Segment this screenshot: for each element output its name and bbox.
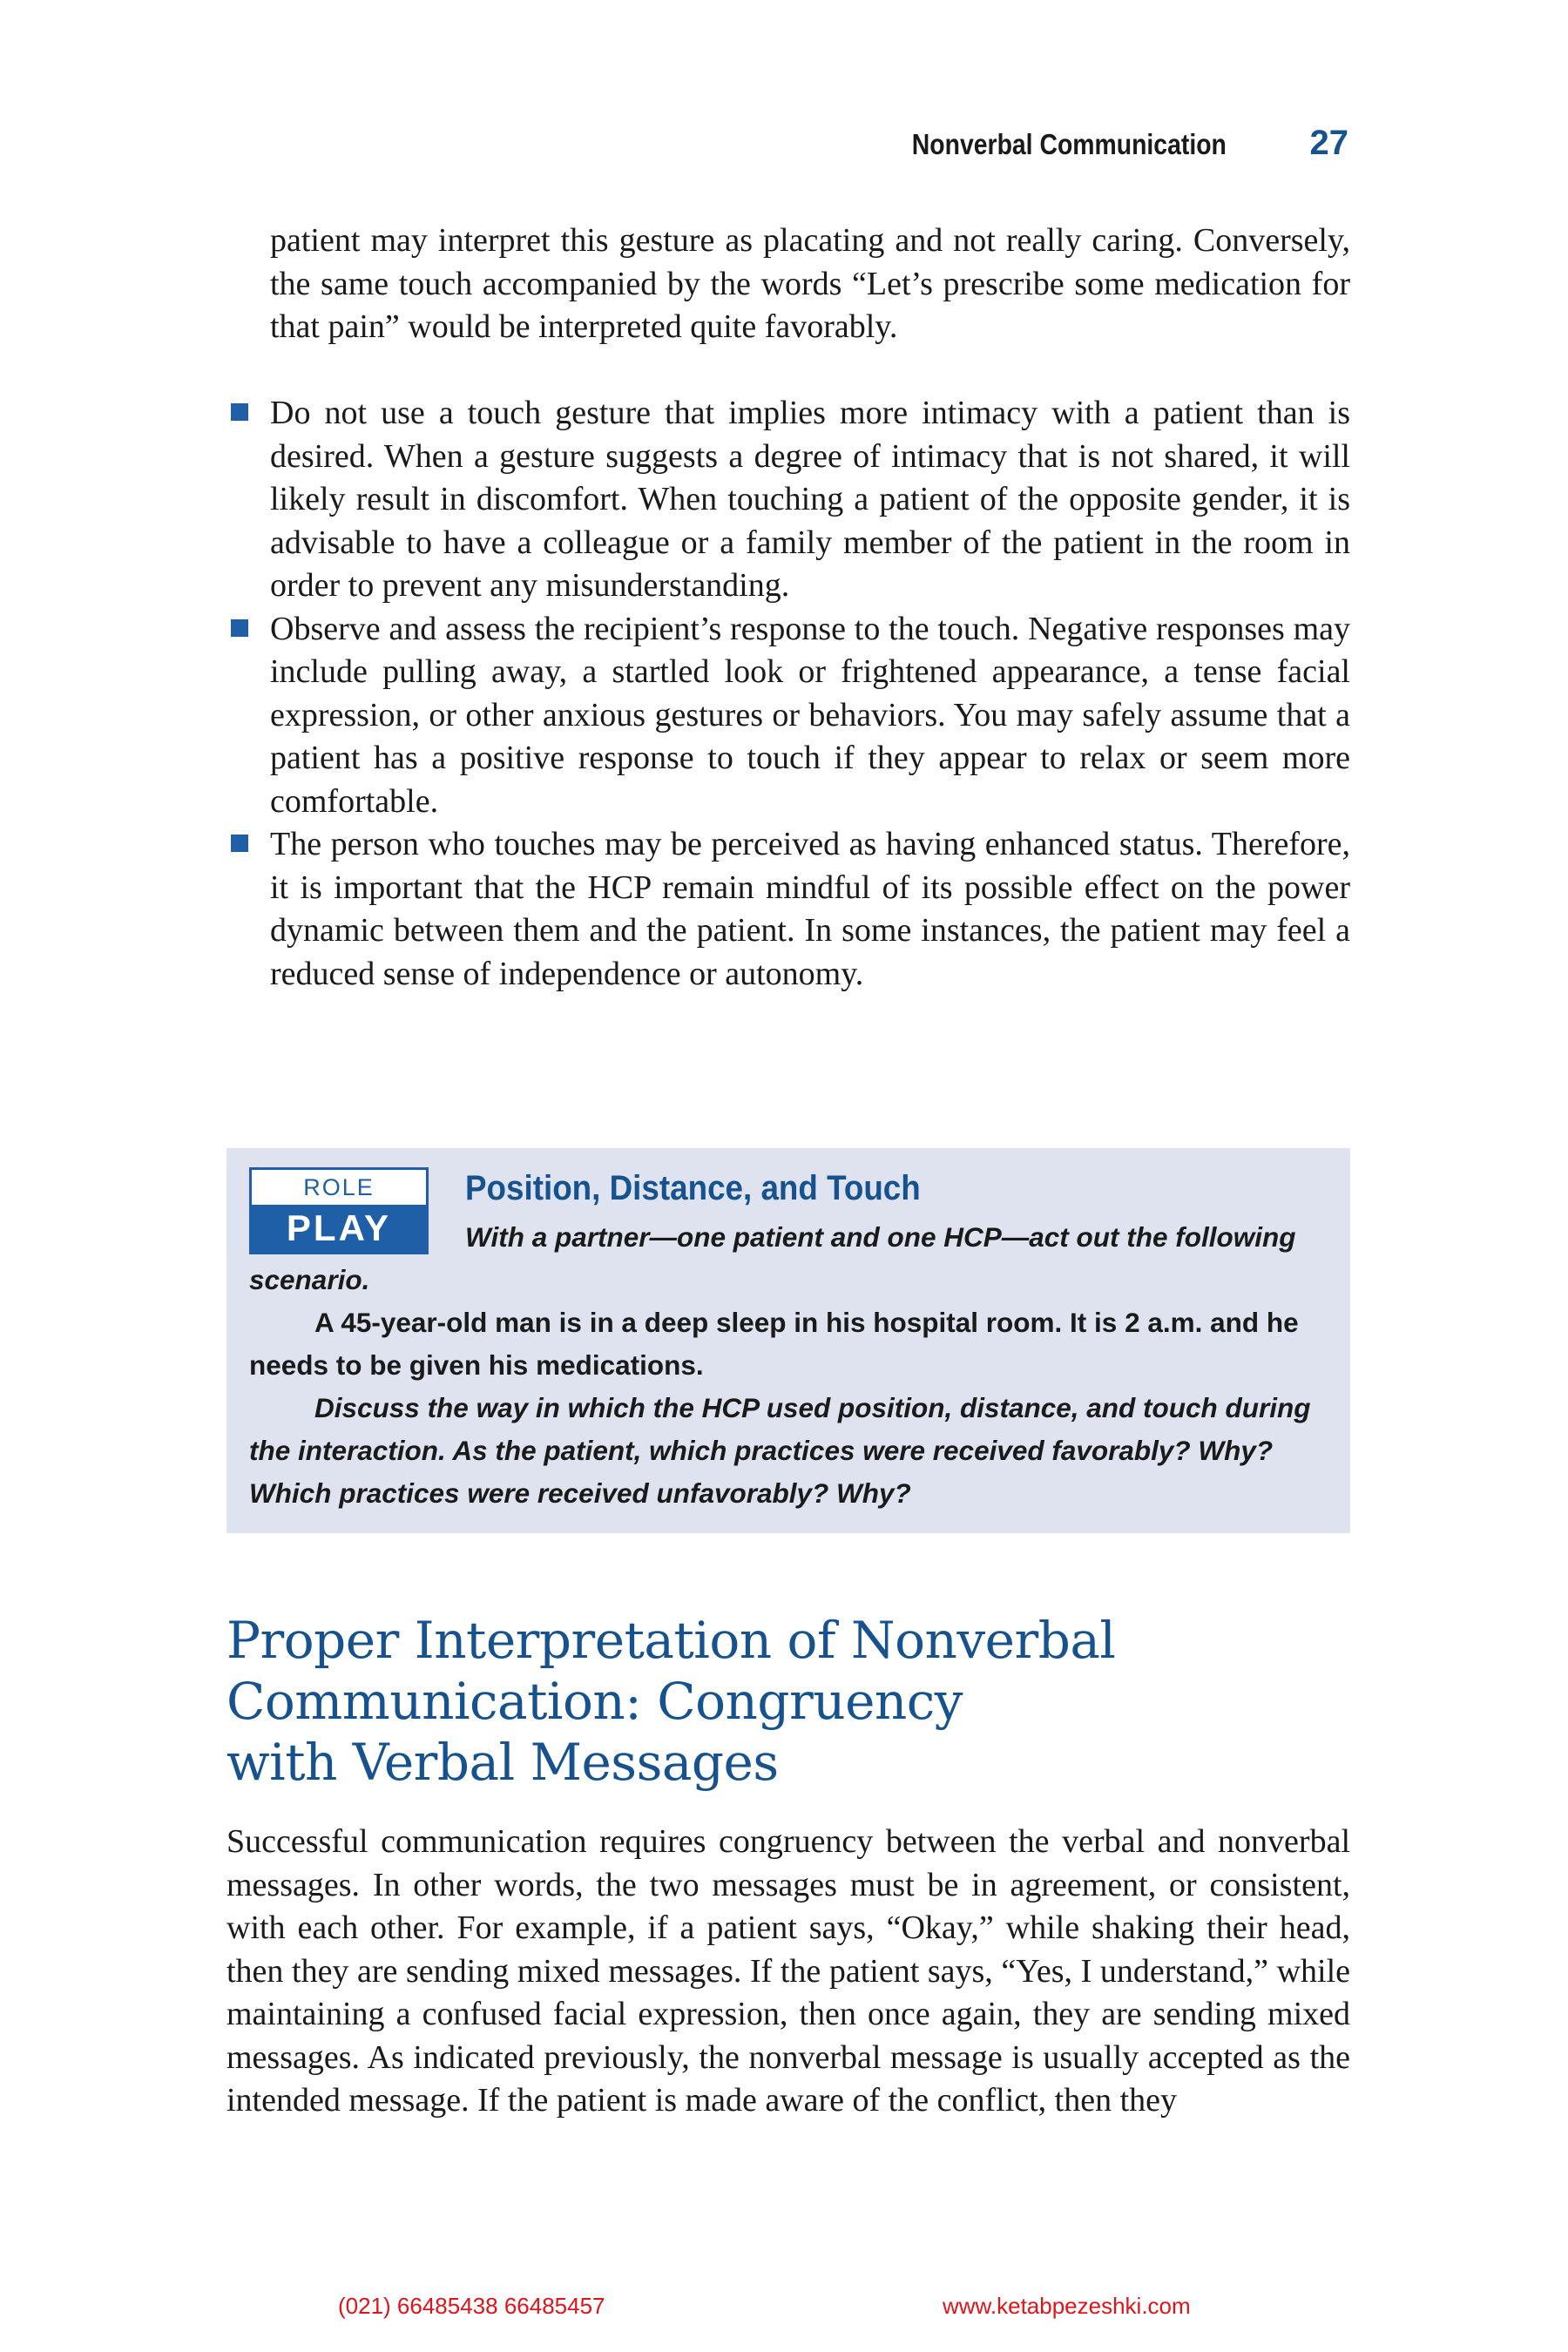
role-badge-bottom: PLAY <box>252 1205 426 1252</box>
role-badge-top: ROLE <box>303 1174 375 1200</box>
role-play-scenario: A 45-year-old man is in a deep sleep in his hospital room. It is 2 a.m. and he needs to be given his medications. <box>249 1307 1299 1381</box>
square-bullet-icon <box>231 619 248 637</box>
continuation-paragraph: patient may interpret this gesture as placating and not really caring. Conversely, the same touch accompanied by the words “Let’s prescribe some medication for that pain” would be interpreted quite favorably. <box>270 222 1350 345</box>
section-heading <box>226 1610 1350 1793</box>
role-play-title: Position, Distance, and Touch <box>465 1169 921 1207</box>
running-head-title: Nonverbal Communication <box>911 128 1227 160</box>
page-number: 27 <box>1309 124 1348 162</box>
bullet-text: Do not use a touch gesture that implies more intimacy with a patient than is desired. When a gesture suggests a degree of intimacy that is not shared, it will likely result in discomfort. When touching a patient of the opposite gender, it is advisable to have a colleague or a family member of the patient in the room in order to prevent any misunderstanding. <box>270 395 1350 604</box>
role-play-discussion: Discuss the way in which the HCP used position, distance, and touch during the interaction. As the patient, which practices were received favorably? Why? Which practices were received unfavorably? Why? <box>249 1392 1311 1509</box>
square-bullet-icon <box>231 403 248 421</box>
bullet-item <box>226 608 1350 824</box>
bullet-text: Observe and assess the recipient’s response to the touch. Negative responses may include pulling away, a startled look or frightened appearance, a tense facial expression, or other anxious gestures or behaviors. You may safely assume that a patient has a positive response to touch if they appear to relax or seem more comfortable. <box>270 610 1350 820</box>
running-head <box>861 124 1348 163</box>
section-heading-line: Proper Interpretation of Nonverbal <box>226 1611 1116 1670</box>
section-heading-line: Communication: Congruency <box>226 1672 963 1731</box>
square-bullet-icon <box>231 835 248 852</box>
bullet-list <box>226 392 1350 996</box>
role-play-box <box>226 1148 1350 1533</box>
section-paragraph: Successful communication requires congruency between the verbal and nonverbal messages. In other words, the two messages must be in agreement, or consistent, with each other. For example, if a patient says, “Okay,” while shaking their head, then they are sending mixed messages. If the patient says, “Yes, I understand,” while maintaining a confused facial expression, then once again, they are sending mixed messages. As indicated previously, the nonverbal message is usually accepted as the intended message. If the patient is made aware of the conflict, then they <box>226 1823 1350 2119</box>
role-play-intro: With a partner—one patient and one HCP—act out the following scenario. <box>249 1221 1296 1295</box>
footer-website-link[interactable]: www.ketabpezeshki.com <box>943 2293 1191 2319</box>
footer-phone: (021) 66485438 66485457 <box>338 2293 605 2319</box>
bullet-text: The person who touches may be perceived as having enhanced status. Therefore, it is important that the HCP remain mindful of its possible effect on the power dynamic between them and the patient. In some instances, the patient may feel a reduced sense of independence or autonomy. <box>270 826 1350 992</box>
section-heading-line: with Verbal Messages <box>226 1733 779 1792</box>
bullet-item <box>226 392 1350 608</box>
bullet-item <box>226 823 1350 996</box>
